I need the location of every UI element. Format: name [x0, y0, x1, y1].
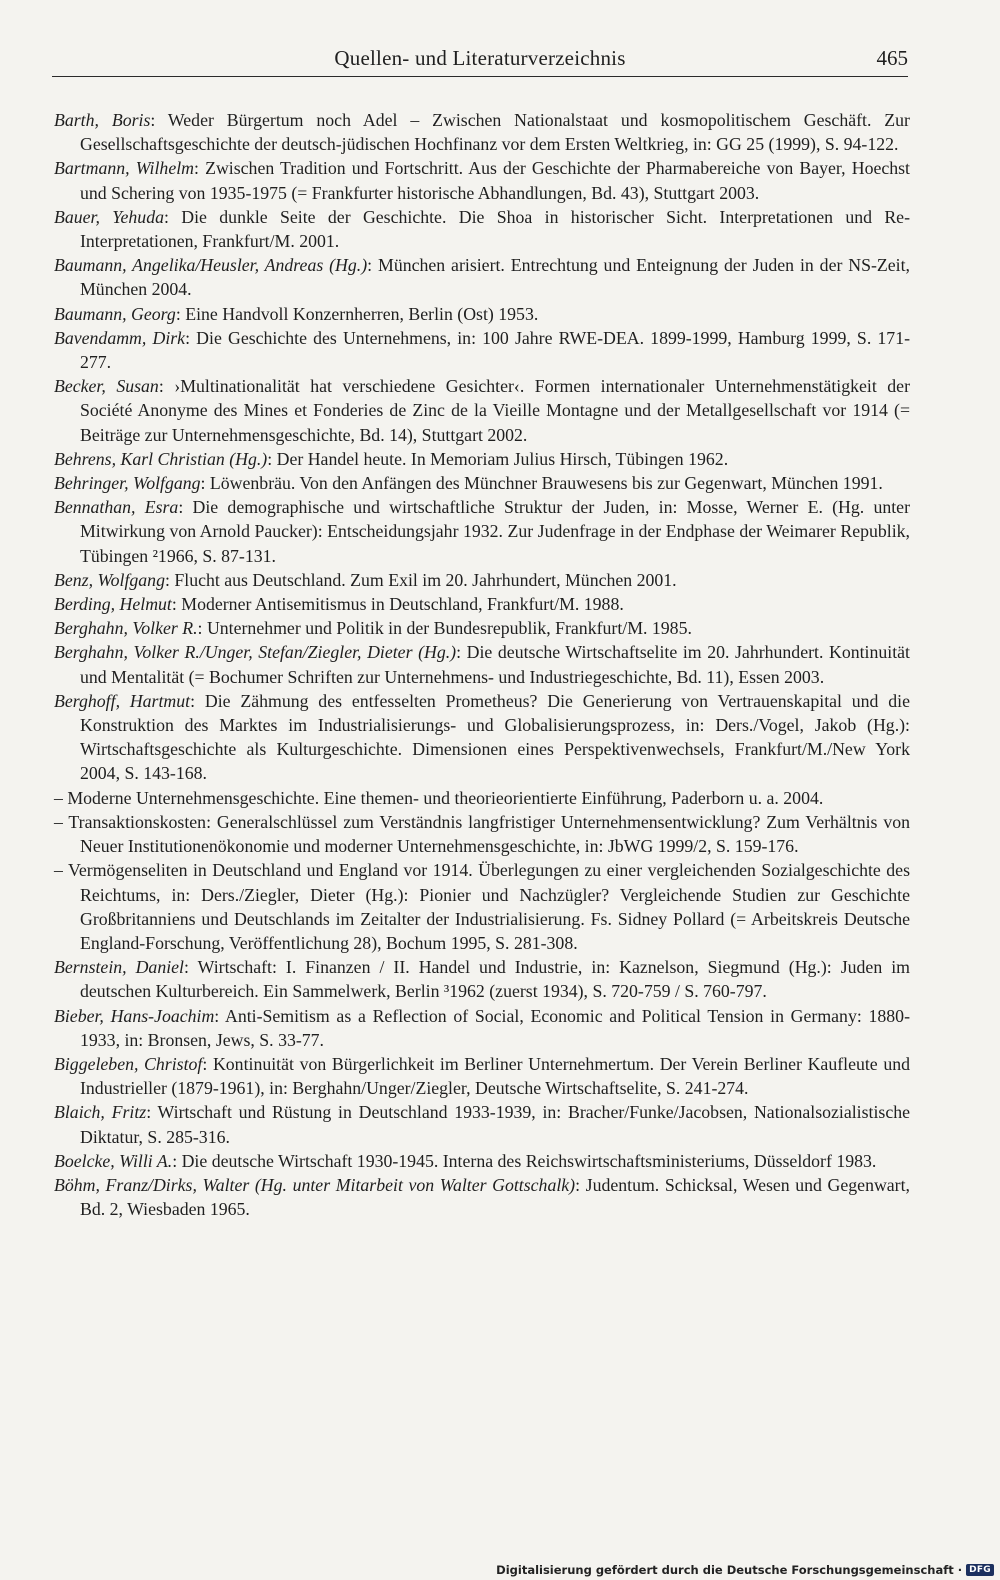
entry-author: Bauer, Yehuda — [54, 206, 164, 227]
entry-text: Anti-Semitism as a Reflection of Social, Economic and Political Tension in Germany: 1880-1933, in: Bronsen, Jews, S. 33-77. — [80, 1005, 910, 1050]
entry-author: Bavendamm, Dirk — [54, 327, 186, 348]
entry-author: Bieber, Hans-Joachim — [54, 1005, 215, 1026]
dfg-logo: DFG — [966, 1564, 994, 1576]
bibliography-entry — [54, 858, 910, 955]
entry-separator: : — [158, 376, 164, 397]
entry-author: Boelcke, Willi A. — [54, 1150, 173, 1171]
entry-separator: : — [163, 206, 169, 227]
entry-text: Kontinuität von Bürgerlichkeit im Berliner Unternehmertum. Der Verein Berliner Kaufleute und Industrieller (1879-1961), in: Berghahn/Unger/Ziegler, Deutsche Wirtschaftselite, S. 241-274. — [80, 1053, 910, 1099]
running-title: Quellen- und Literaturverzeichnis — [334, 46, 626, 70]
bibliography-entry — [54, 108, 910, 156]
entry-separator: : — [194, 158, 199, 179]
bibliography-entry — [54, 616, 910, 640]
entry-separator: : — [184, 957, 189, 978]
bibliography-entry — [54, 205, 910, 253]
entry-author: Berghoff, Hartmut — [54, 690, 191, 711]
entry-separator: : — [171, 594, 177, 615]
entry-author: Barth, Boris — [54, 110, 151, 130]
entry-author: Berghahn, Volker R. — [54, 618, 198, 639]
bibliography-entry — [54, 326, 910, 374]
bibliography-entry — [54, 253, 910, 301]
bibliography-entry — [54, 302, 910, 326]
page-number: 465 — [876, 46, 908, 70]
entry-author: Baumann, Angelika/Heusler, Andreas (Hg.) — [54, 255, 368, 276]
entry-author: Becker, Susan — [54, 376, 159, 397]
bibliography-entry — [54, 447, 910, 471]
entry-text: Der Handel heute. In Memoriam Julius Hirsch, Tübingen 1962. — [272, 448, 729, 469]
entry-text: Die deutsche Wirtschaft 1930-1945. Interna des Reichswirtschaftsministeriums, Düsseldorf 1983. — [177, 1150, 877, 1171]
entry-text: Moderner Antisemitismus in Deutschland, Frankfurt/M. 1988. — [176, 594, 624, 615]
entry-text: München arisiert. Entrechtung und Enteignung der Juden in der NS-Zeit, München 2004. — [80, 255, 910, 300]
entry-author: Blaich, Fritz — [54, 1102, 147, 1123]
entry-separator: : — [456, 642, 462, 663]
entry-author: Baumann, Georg — [54, 303, 176, 324]
entry-text: Die Geschichte des Unternehmens, in: 100 Jahre RWE-DEA. 1899-1999, Hamburg 1999, S. 171-277. — [80, 327, 911, 373]
bibliography-entry — [54, 156, 910, 204]
entry-text: Unternehmer und Politik in der Bundesrepublik, Frankfurt/M. 1985. — [202, 618, 692, 639]
entry-separator: : — [367, 255, 373, 276]
entry-author: Benz, Wolfgang — [54, 569, 165, 590]
entry-text: Wirtschaft und Rüstung in Deutschland 1933-1939, in: Bracher/Funke/Jacobsen, Nationalsozialistische Diktatur, S. 285-316. — [80, 1102, 911, 1147]
entry-text: Die deutsche Wirtschaftselite im 20. Jahrhundert. Kontinuität und Mentalität (= Bochumer Schriften zur Unternehmens- und Industriegeschichte, Bd. 11), Essen 2003. — [80, 642, 910, 687]
entry-text: Eine Handvoll Konzernherren, Berlin (Ost) 1953. — [180, 303, 539, 324]
entry-text: – Moderne Unternehmensgeschichte. Eine themen- und theorieorientierte Einführung, Paderborn u. a. 2004. — [54, 787, 824, 808]
bibliography-entry — [54, 374, 910, 447]
entry-text: Judentum. Schicksal, Wesen und Gegenwart, Bd. 2, Wiesbaden 1965. — [80, 1174, 910, 1220]
entry-separator: : — [214, 1005, 220, 1026]
bibliography-entry — [54, 1004, 910, 1052]
entry-author: Bernstein, Daniel — [54, 957, 184, 978]
entry-separator: : — [202, 1053, 208, 1074]
bibliography-entry — [54, 1100, 910, 1148]
entry-text: Flucht aus Deutschland. Zum Exil im 20. Jahrhundert, München 2001. — [169, 569, 677, 590]
entry-text: – Vermögenseliten in Deutschland und England vor 1914. Überlegungen zu einer vergleichenden Sozialgeschichte des Reichtums, in: Ders./Ziegler, Dieter (Hg.): Pionier und Nachzügler? Vergleichende Studien zur Geschichte Großbritanniens und Deutschlands im Zeitalter der Industrialisierung. Fs. Sidney Pollard (= Arbeitskreis Deutsche England-Forschung, Veröffentlichung 28), Bochum 1995, S. 281-308. — [54, 860, 910, 953]
bibliography-entry — [54, 1052, 910, 1100]
entry-separator: : — [190, 690, 196, 711]
entry-text: Weder Bürgertum noch Adel – Zwischen Nationalstaat und kosmopolitischem Geschäft. Zur Gesellschaftsgeschichte der deutsch-jüdischen Hochfinanz vor dem Ersten Weltkrieg, in: GG 25 (1999), S. 94-122. — [80, 110, 910, 155]
entry-separator: : — [197, 618, 203, 639]
entry-text: Die Zähmung des entfesselten Prometheus? Die Generierung von Vertrauenskapital und die Konstruktion des Marktes im Industrialisierungs- und Globalisierungsprozess, in: Ders./Vogel, Jakob (Hg.): Wirtschaftsgeschichte als Kulturgeschichte. Dimensionen eines Perspektivenwechsels, Frankfurt/M./New York 2004, S. 143-168. — [80, 690, 910, 784]
bibliography-entry — [54, 786, 910, 810]
entry-separator: : — [185, 327, 191, 348]
entry-text: Die dunkle Seite der Geschichte. Die Shoa in historischer Sicht. Interpretationen und Re-Interpretationen, Frankfurt/M. 2001. — [80, 206, 910, 252]
entry-separator: : — [164, 569, 170, 590]
entry-text: – Transaktionskosten: Generalschlüssel zum Verständnis langfristiger Unternehmensentwicklung? Zum Verhältnis von Neuer Institutionenökonomie und moderner Unternehmensgeschichte, in: JbWG 1999/2, S. 159-176. — [54, 811, 910, 857]
entry-separator: : — [150, 110, 156, 130]
bibliography-entry — [54, 810, 910, 858]
bibliography-entry — [54, 1149, 910, 1173]
entry-author: Berghahn, Volker R./Unger, Stefan/Ziegler, Dieter (Hg.) — [54, 642, 457, 663]
entry-author: Bartmann, Wilhelm — [54, 158, 194, 179]
entry-text: Löwenbräu. Von den Anfängen des Münchner Brauwesens bis zur Gegenwart, München 1991. — [205, 473, 883, 494]
bibliography-entry — [54, 955, 910, 1003]
bibliography-entry — [54, 689, 910, 786]
bibliography-entry — [54, 471, 910, 495]
entry-author: Bennathan, Esra — [54, 497, 179, 518]
running-header — [52, 44, 908, 77]
bibliography-entry — [54, 592, 910, 616]
entry-author: Behrens, Karl Christian (Hg.) — [54, 448, 268, 469]
entry-author: Böhm, Franz/Dirks, Walter (Hg. unter Mitarbeit von Walter Gottschalk) — [54, 1174, 576, 1195]
entry-author: Biggeleben, Christof — [54, 1053, 203, 1074]
bibliography-entry — [54, 495, 910, 568]
entry-separator: : — [575, 1174, 581, 1195]
entry-separator: : — [146, 1102, 152, 1123]
bibliography-entry — [54, 568, 910, 592]
bibliography-entry — [54, 640, 910, 688]
bibliography-entry — [54, 1173, 910, 1221]
entry-separator: : — [200, 473, 206, 494]
entry-text: ›Multinationalität hat verschiedene Gesichter‹. Formen internationaler Unternehmenstätigkeit der Société Anonyme des Mines et Fonderies de Zinc de la Vieille Montagne und der Metallgesellschaft vor 1914 (= Beiträge zur Unternehmensgeschichte, Bd. 14), Stuttgart 2002. — [80, 376, 910, 445]
entry-author: Berding, Helmut — [54, 594, 172, 615]
digitization-footer — [496, 1563, 994, 1577]
entry-author: Behringer, Wolfgang — [54, 473, 201, 494]
footer-text: Digitalisierung gefördert durch die Deutsche Forschungsgemeinschaft · — [496, 1563, 963, 1577]
bibliography-list — [54, 108, 910, 1221]
entry-text: Die demographische und wirtschaftliche Struktur der Juden, in: Mosse, Werner E. (Hg. unter Mitwirkung von Arnold Paucker): Entscheidungsjahr 1932. Zur Judenfrage in der Endphase der Weimarer Republik, Tübingen ²1966, S. 87-131. — [80, 497, 910, 566]
entry-text: Zwischen Tradition und Fortschritt. Aus der Geschichte der Pharmabereiche von Bayer, Hoechst und Schering von 1935-1975 (= Frankfurter historische Abhandlungen, Bd. 43), Stuttgart 2003. — [80, 158, 910, 203]
entry-separator: : — [175, 303, 181, 324]
entry-separator: : — [267, 448, 273, 469]
entry-separator: : — [172, 1150, 178, 1171]
entry-text: Wirtschaft: I. Finanzen / II. Handel und Industrie, in: Kaznelson, Siegmund (Hg.): Juden im deutschen Kulturbereich. Ein Sammelwerk, Berlin ³1962 (zuerst 1934), S. 720-759 / S. 760-797. — [80, 957, 910, 1002]
entry-separator: : — [178, 497, 184, 518]
